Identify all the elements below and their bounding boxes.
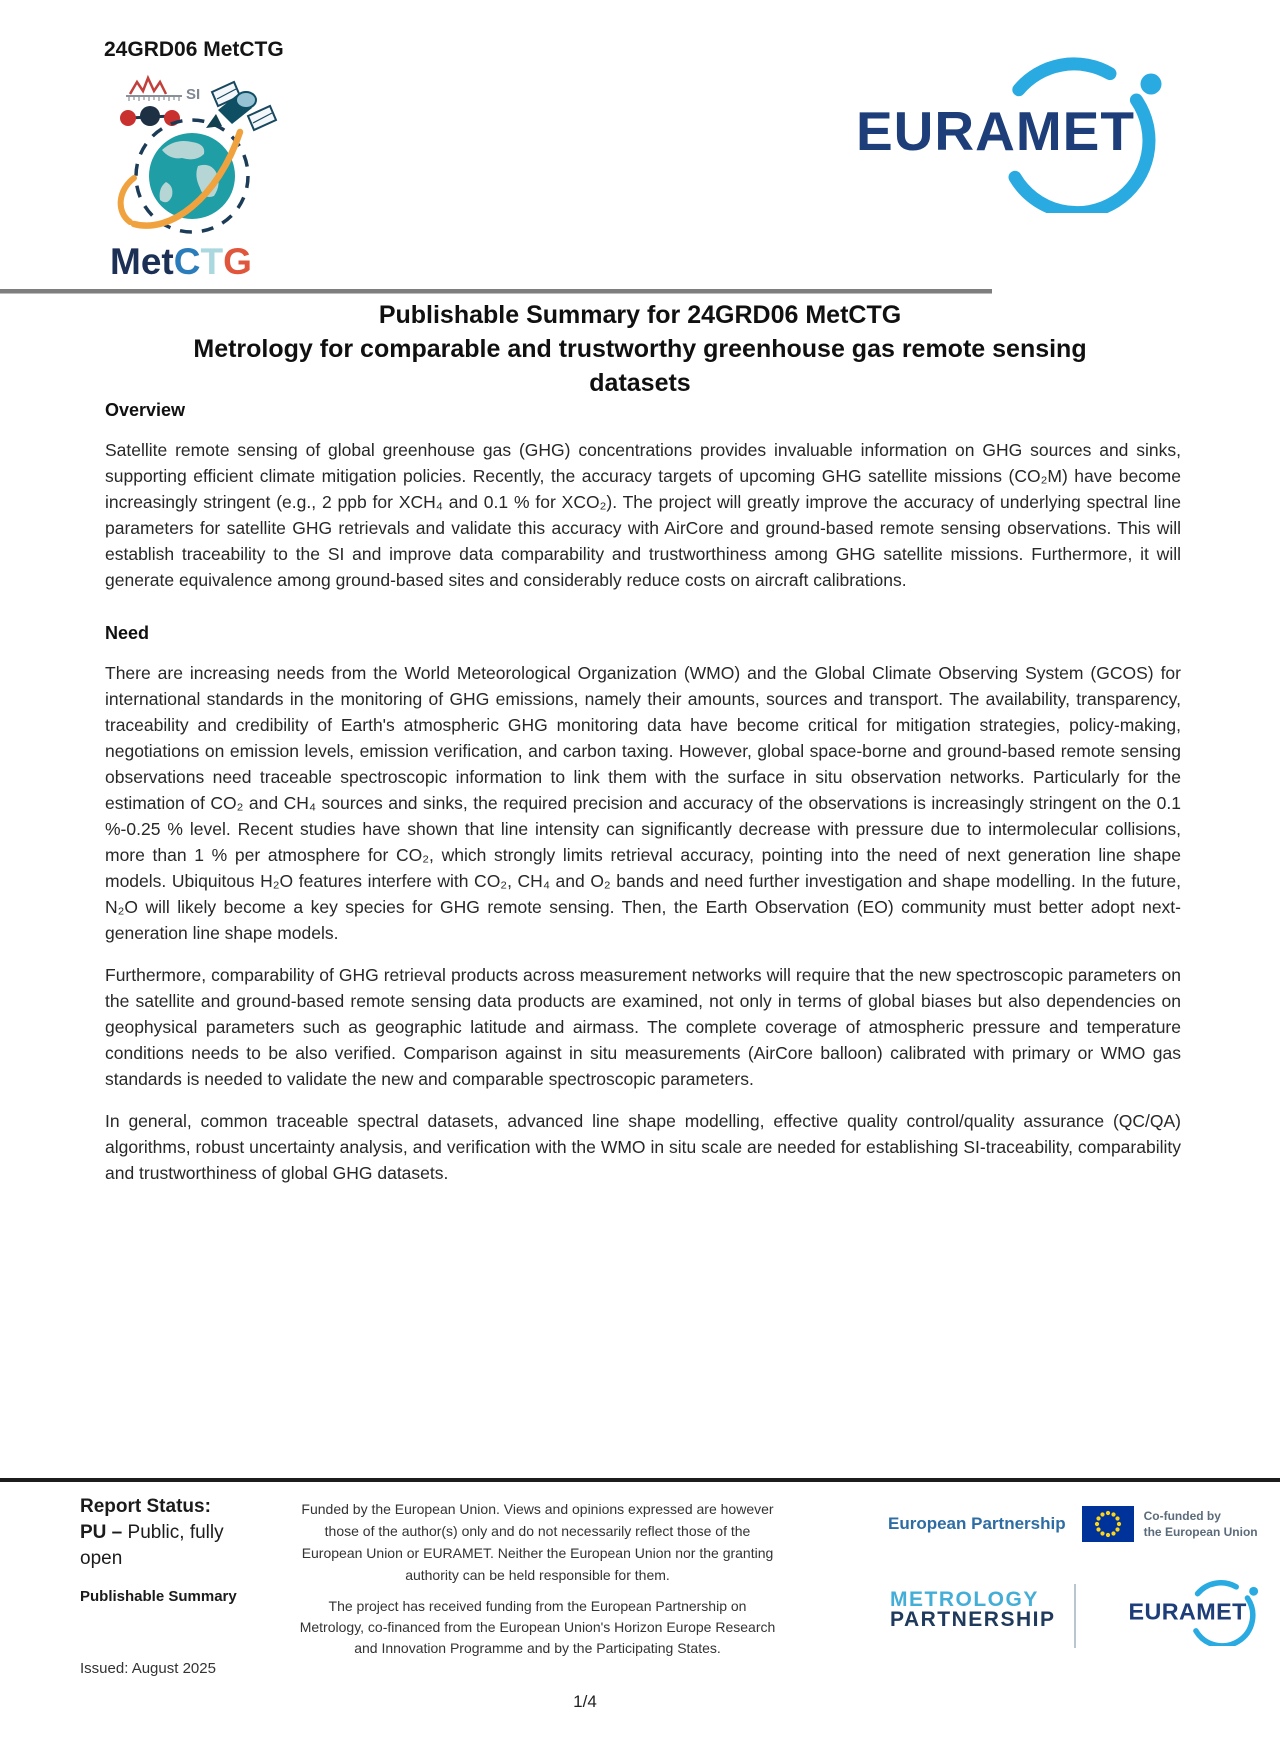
- report-status-text: Public, fully open: [80, 1522, 224, 1569]
- need-paragraph-1: There are increasing needs from the World Meteorological Organization (WMO) and the Global Climate Observing System (GCOS) for international standards in the monitoring of GHG emissions, namely their amounts, sources and transport. The availability, transparency, traceability and credibility of Earth's atmospheric GHG monitoring data have become critical for mitigation strategies, policy-making, negotiations on emission levels, emission verification, and carbon taxing. However, global space-borne and ground-based remote sensing observations need traceable spectroscopic information to link them with the surface in situ observation networks. Particularly for the estimation of CO₂ and CH₄ sources and sinks, the required precision and accuracy of the observations is increasingly stringent on the 0.1 %-0.25 % level. Recent studies have shown that line intensity can significantly decrease with pressure due to intermolecular collisions, more than 1 % per atmosphere for CO₂, which strongly limits retrieval accuracy, pointing into the need of next generation line shape models. Ubiquitous H₂O features interfere with CO₂, CH₄ and O₂ bands and need further investigation and shape modelling. In the future, N₂O will likely become a key species for GHG remote sensing. Then, the Earth Observation (EO) community must better adopt next-generation line shape models.: [105, 663, 1181, 943]
- euramet-logo-text-small: EURAMET: [1128, 1598, 1247, 1625]
- partnership-label: PARTNERSHIP: [890, 1608, 1056, 1631]
- orbit-swoosh-back: [121, 178, 134, 222]
- si-label: SI: [186, 86, 201, 103]
- euramet-logo: [756, 48, 1180, 213]
- metrology-partnership-logo: [890, 1590, 1055, 1630]
- funding-disclaimer: Funded by the European Union. Views and opinions expressed are however those of the author(s) only and do not necessarily reflect those of the European Union or EURAMET. Neither the European Union nor the granting authority can be held responsible for them.: [301, 1501, 774, 1583]
- need-paragraph-2: Furthermore, comparability of GHG retrieval products across measurement networks will require that the new spectroscopic parameters on the satellite and ground-based remote sensing data products are examined, not only in terms of global biases but also dependencies on geophysical parameters such as geographic latitude and airmass. The complete coverage of atmospheric pressure and temperature conditions needs to be also verified. Comparison against in situ measurements (AirCore balloon) calibrated with primary or WMO gas standards is needed to validate the new and comparable spectroscopic parameters.: [105, 965, 1181, 1089]
- wordmark-g: G: [223, 241, 252, 282]
- overview-paragraph: Satellite remote sensing of global greenhouse gas (GHG) concentrations provides invaluable information on GHG sources and sinks, supporting efficient climate mitigation policies. Recently, the accuracy targets of upcoming GHG satellite missions (CO₂M) have become increasingly stringent (e.g., 2 ppb for XCH₄ and 0.1 % for XCO₂). The project will greatly improve the accuracy of underlying spectral line parameters for satellite GHG retrievals and validate this accuracy with AirCore and ground-based remote sensing observations. This will establish traceability to the SI and improve data comparability and trustworthiness among GHG satellite missions. Furthermore, it will generate equivalence among ground-based sites and considerably reduce costs on aircraft calibrations.: [105, 440, 1181, 590]
- eu-flag-icon: [1082, 1506, 1134, 1542]
- report-status-label: Report Status:: [80, 1496, 211, 1517]
- footer-divider: [0, 1478, 1280, 1482]
- euramet-swoosh-top: [1019, 64, 1110, 90]
- metctg-logo-graphic: [100, 74, 285, 236]
- si-spectrum-icon: [126, 78, 200, 103]
- document-body: [105, 400, 1181, 1202]
- funding-statement: The project has received funding from the European Partnership on Metrology, co-financed from the European Union's Horizon Europe Research and Innovation Programme and by the Participating States.: [299, 1598, 776, 1656]
- report-status: [80, 1494, 252, 1572]
- footer-vertical-divider: [1074, 1584, 1076, 1648]
- euramet-logo-small: [1086, 1576, 1266, 1646]
- euramet-dot: [1249, 1587, 1258, 1596]
- section-heading-need: Need: [105, 623, 150, 643]
- title-line2: Metrology for comparable and trustworthy greenhouse gas remote sensing datasets: [193, 335, 1087, 397]
- wordmark-t: T: [200, 241, 224, 282]
- co-funded-label: [1144, 1508, 1258, 1540]
- document-type-label: Publishable Summary: [80, 1588, 237, 1605]
- wordmark-c: C: [173, 241, 201, 282]
- report-status-value: [80, 1520, 252, 1572]
- european-partnership-label: European Partnership: [888, 1514, 1066, 1533]
- metrology-label: METROLOGY: [890, 1588, 1039, 1611]
- need-paragraph-3: In general, common traceable spectral datasets, advanced line shape modelling, effective quality control/quality assurance (QC/QA) algorithms, robust uncertainty analysis, and verification with the WMO in situ scale are needed for establishing SI-traceability, comparability and trustworthiness of global GHG datasets.: [105, 1111, 1181, 1183]
- header-divider: [0, 289, 992, 294]
- issued-date: Issued: August 2025: [80, 1660, 216, 1677]
- euramet-dot: [1141, 74, 1162, 95]
- satellite-icon: [206, 82, 276, 130]
- page-number: 1/4: [573, 1692, 597, 1711]
- metctg-logo: [100, 74, 300, 281]
- european-partnership-block: [888, 1506, 1258, 1542]
- euramet-swoosh-top: [1198, 1583, 1237, 1594]
- euramet-logo-text: EURAMET: [856, 100, 1135, 162]
- page-title: [180, 298, 1100, 400]
- section-heading-overview: Overview: [105, 400, 186, 420]
- project-code: 24GRD06 MetCTG: [104, 38, 284, 61]
- co-funded-line1: Co-funded by: [1143, 1509, 1221, 1523]
- wordmark-met: Met: [110, 241, 174, 282]
- metctg-wordmark: [110, 243, 300, 281]
- co-funded-line2: the European Union: [1143, 1525, 1258, 1539]
- title-line1: Publishable Summary for 24GRD06 MetCTG: [378, 301, 902, 329]
- report-status-code: PU –: [80, 1522, 123, 1543]
